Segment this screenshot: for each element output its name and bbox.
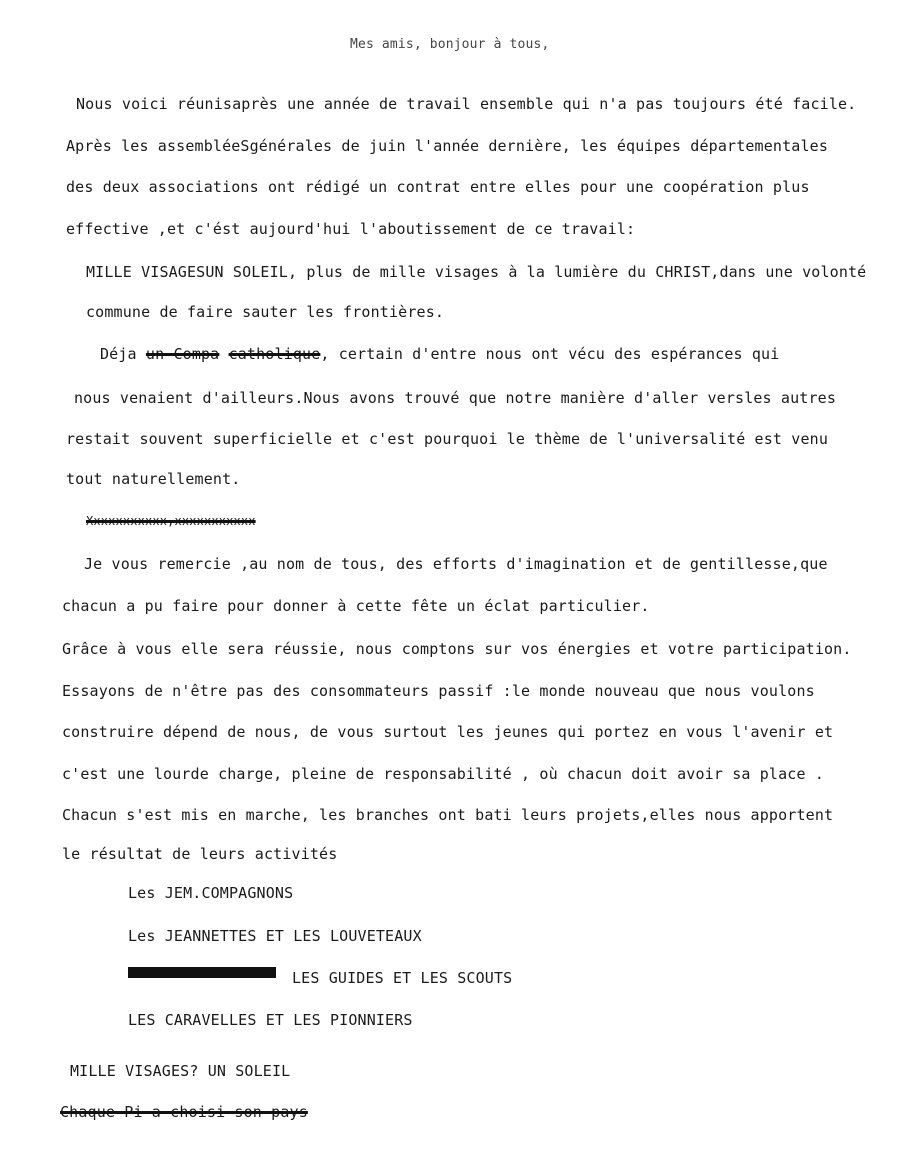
text-line: Après les assembléeSgénérales de juin l'année dernière, les équipes départementales bbox=[66, 137, 829, 155]
branch-item: Les JEM.COMPAGNONS bbox=[128, 884, 294, 902]
branch-item: LES CARAVELLES ET LES PIONNIERS bbox=[128, 1011, 413, 1029]
text-line: nous venaient d'ailleurs.Nous avons trouvé que notre manière d'aller versles autres bbox=[74, 389, 837, 407]
struck-line: Chaque Pi a choisi son pays bbox=[60, 1103, 308, 1121]
text-line: MILLE VISAGESUN SOLEIL, plus de mille visages à la lumière du CHRIST,dans une volonté bbox=[86, 263, 867, 281]
salutation: Mes amis, bonjour à tous, bbox=[350, 37, 550, 52]
text-line: chacun a pu faire pour donner à cette fête un éclat particulier. bbox=[62, 597, 650, 615]
struck-line: Xxxxxxxxxxx,xxxxxxxxxxx bbox=[86, 514, 256, 528]
text-line: construire dépend de nous, de vous surtout les jeunes qui portez en vous l'avenir et bbox=[62, 723, 834, 741]
text-fragment: , certain d'entre nous ont vécu des espérances qui bbox=[320, 345, 780, 363]
text-line: des deux associations ont rédigé un contrat entre elles pour une coopération plus bbox=[66, 178, 810, 196]
closing-title: MILLE VISAGES? UN SOLEIL bbox=[70, 1062, 291, 1080]
text-line: commune de faire sauter les frontières. bbox=[86, 303, 445, 321]
text-line: Chacun s'est mis en marche, les branches ont bati leurs projets,elles nous apportent bbox=[62, 806, 834, 824]
text-line: restait souvent superficielle et c'est pourquoi le thème de l'universalité est venu bbox=[66, 430, 829, 448]
text-line: Je vous remercie ,au nom de tous, des efforts d'imagination et de gentillesse,que bbox=[84, 555, 828, 573]
branch-item: LES GUIDES ET LES SCOUTS bbox=[292, 969, 513, 987]
text-line: c'est une lourde charge, pleine de responsabilité , où chacun doit avoir sa place . bbox=[62, 765, 825, 783]
text-line: le résultat de leurs activités bbox=[62, 845, 338, 863]
text-line: Nous voici réunisaprès une année de travail ensemble qui n'a pas toujours été facile. bbox=[76, 95, 857, 113]
branch-item: Les JEANNETTES ET LES LOUVETEAUX bbox=[128, 927, 422, 945]
text-line: Essayons de n'être pas des consommateurs passif :le monde nouveau que nous voulons bbox=[62, 682, 815, 700]
text-line: tout naturellement. bbox=[66, 470, 241, 488]
text-line bbox=[100, 345, 779, 363]
text-line: Grâce à vous elle sera réussie, nous comptons sur vos énergies et votre participation. bbox=[62, 640, 852, 658]
struck-text: catholique bbox=[228, 345, 321, 363]
text-line: effective ,et c'ést aujourd'hui l'aboutissement de ce travail: bbox=[66, 220, 636, 238]
text-fragment: Déja bbox=[100, 345, 137, 363]
struck-text: un Compa bbox=[145, 345, 220, 363]
ink-blot bbox=[128, 967, 276, 978]
